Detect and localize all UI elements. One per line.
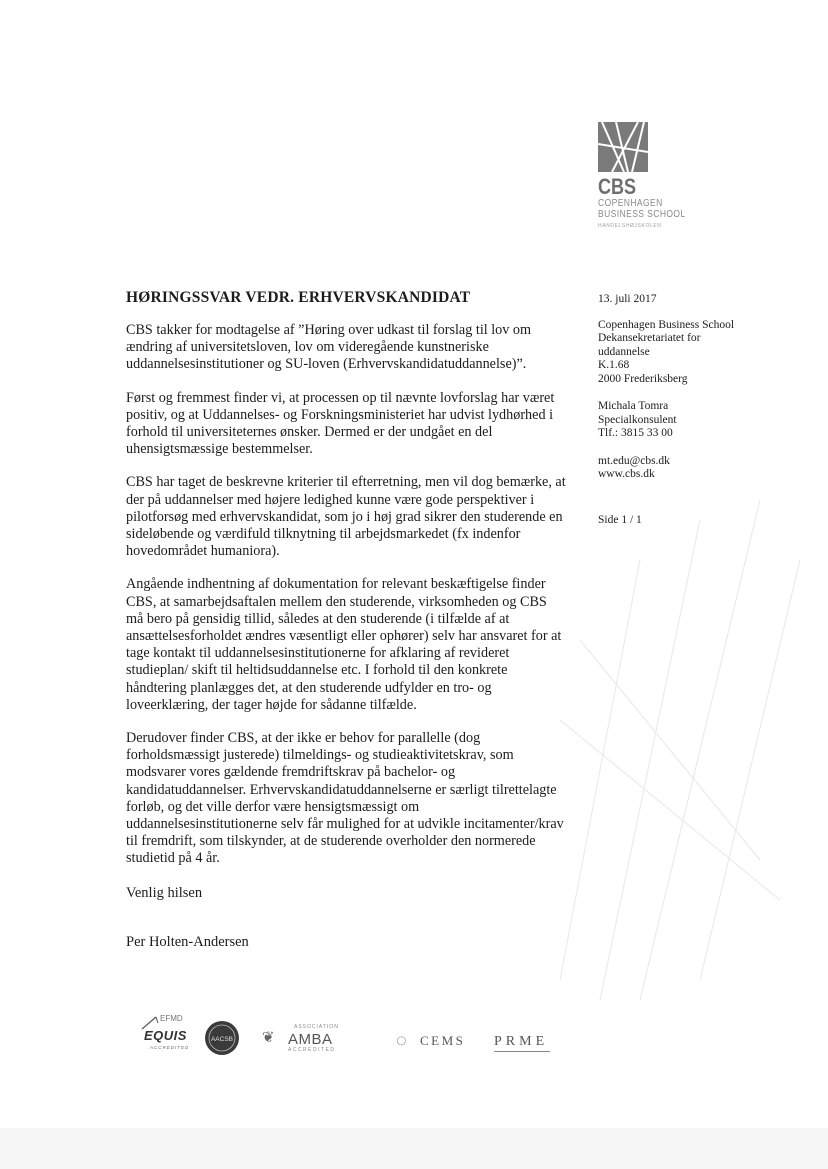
address-line: K.1.68 (598, 359, 630, 371)
equis-logo (134, 1014, 196, 1056)
paragraph-1: CBS takker for modtagelse af ”Høring over udkast til forslag til lov om ændring af universitetsloven, lov om videregående kunstneriske uddannelsesinstitutioner og SU-loven (Erhvervskandidatuddannelse)”. (126, 322, 532, 373)
contact-title: Specialkonsulent (598, 413, 677, 426)
letter-title: HØRINGSSVAR VEDR. ERHVERVSKANDIDAT (126, 289, 471, 306)
contact-name: Michala Tomra (598, 400, 669, 412)
cems-ring-icon: ◌ (396, 1030, 407, 1050)
amba-sub: ACCREDITED (288, 1047, 336, 1053)
logo-line-2: BUSINESS SCHOOL (598, 209, 686, 220)
address-line: Copenhagen Business School (598, 318, 735, 331)
logo-line-3: HANDELSHØJSKOLEN (598, 223, 662, 229)
address-block (598, 319, 788, 387)
amba-small: ASSOCIATION (294, 1024, 339, 1030)
paragraph-2: Først og fremmest finder vi, at processen op til nævnte lovforslag har været positiv, og at Uddannelses- og Forskningsministeriet har udvist lydhørhed i forhold til universiteternes ønsker. Dermed er der undgået en del uhensigtsmæssige bestemmelser. (126, 389, 555, 458)
closing: Venlig hilsen (126, 885, 203, 901)
letter-date: 13. juli 2017 (598, 293, 657, 305)
page-number: Side 1 / 1 (598, 513, 642, 526)
cbs-logo-text: CBS (598, 174, 637, 199)
cems-logo (396, 1030, 476, 1054)
prme-name: PRME (494, 1034, 549, 1049)
amba-badge-icon: ❦ (262, 1029, 275, 1046)
paragraph-3: CBS har taget de beskrevne kriterier til efterretning, men vil dog bemærke, at der på uddannelser med højere ledighed kunne være gode perspektiver i pilotforsøg med erhvervskandidat, som jo i høj grad sikrer den studerende en sideløbende og værdifuld tilknytning til arbejdsmarkedet (fx indenfor hovedområdet humaniora). (126, 474, 566, 560)
amba-name: AMBA (288, 1031, 333, 1048)
letter-body (126, 322, 566, 884)
paragraph-5: Derudover finder CBS, at der ikke er behov for parallelle (dog forholdsmæssigt justerede) tilmeldings- og studieaktivitetskrav, som modsvarer vores gældende fremdriftskrav på bachelor- og kandidatuddannelser. Erhvervskandidatuddannelserne er særligt tilrettelagte forløb, og det ville derfor være hensigtsmæssigt om uddannelsesinstitutionerne selv får mulighed for at udvikle incitamenter/krav til fremdrift, som tilskynder, at de studerende overholder den normerede studietid på 4 år. (126, 730, 564, 867)
logo-line-1: COPENHAGEN (598, 198, 663, 209)
address-line: Dekansekretariatet for (598, 332, 701, 344)
aacsb-text: AACSB (210, 1036, 234, 1043)
web-block (598, 455, 788, 482)
amba-logo (262, 1024, 344, 1056)
website: www.cbs.dk (598, 468, 655, 480)
equis-efmd: EFMD (160, 1014, 183, 1023)
address-line: 2000 Frederiksberg (598, 372, 688, 385)
signer-name: Per Holten-Andersen (126, 934, 249, 950)
equis-name: EQUIS (144, 1028, 187, 1043)
aacsb-logo (204, 1020, 240, 1056)
paragraph-4: Angående indhentning af dokumentation for relevant beskæftigelse finder CBS, at samarbejdsaftalen mellem den studerende, virksomheden og CBS må bero på gensidig tillid, således at den studerende (i tilfælde af at ansættelsesforholdet ændres væsentligt eller ophører) selv har ansvaret for at tage kontakt til uddannelsesinstitutionerne for afklaring af revideret studieplan/ skift til heltidsuddannelse etc. I forhold til den konkrete håndtering planlægges det, at den studerende udfylder en tro- og loveerklæring, der tager højde for sådanne tilfælde. (126, 576, 562, 713)
prme-underline (494, 1051, 550, 1052)
sidebar (598, 293, 788, 527)
contact-email: mt.edu@cbs.dk (598, 454, 670, 467)
contact-phone: Tlf.: 3815 33 00 (598, 427, 673, 439)
address-line: uddannelse (598, 345, 650, 358)
cbs-logo (598, 122, 688, 262)
aacsb-seal-icon (204, 1020, 240, 1056)
cems-name: CEMS (420, 1033, 466, 1048)
equis-sub: ACCREDITED (150, 1045, 190, 1050)
cbs-logo-icon (598, 122, 648, 172)
prme-logo (494, 1034, 554, 1058)
contact-block (598, 400, 788, 441)
